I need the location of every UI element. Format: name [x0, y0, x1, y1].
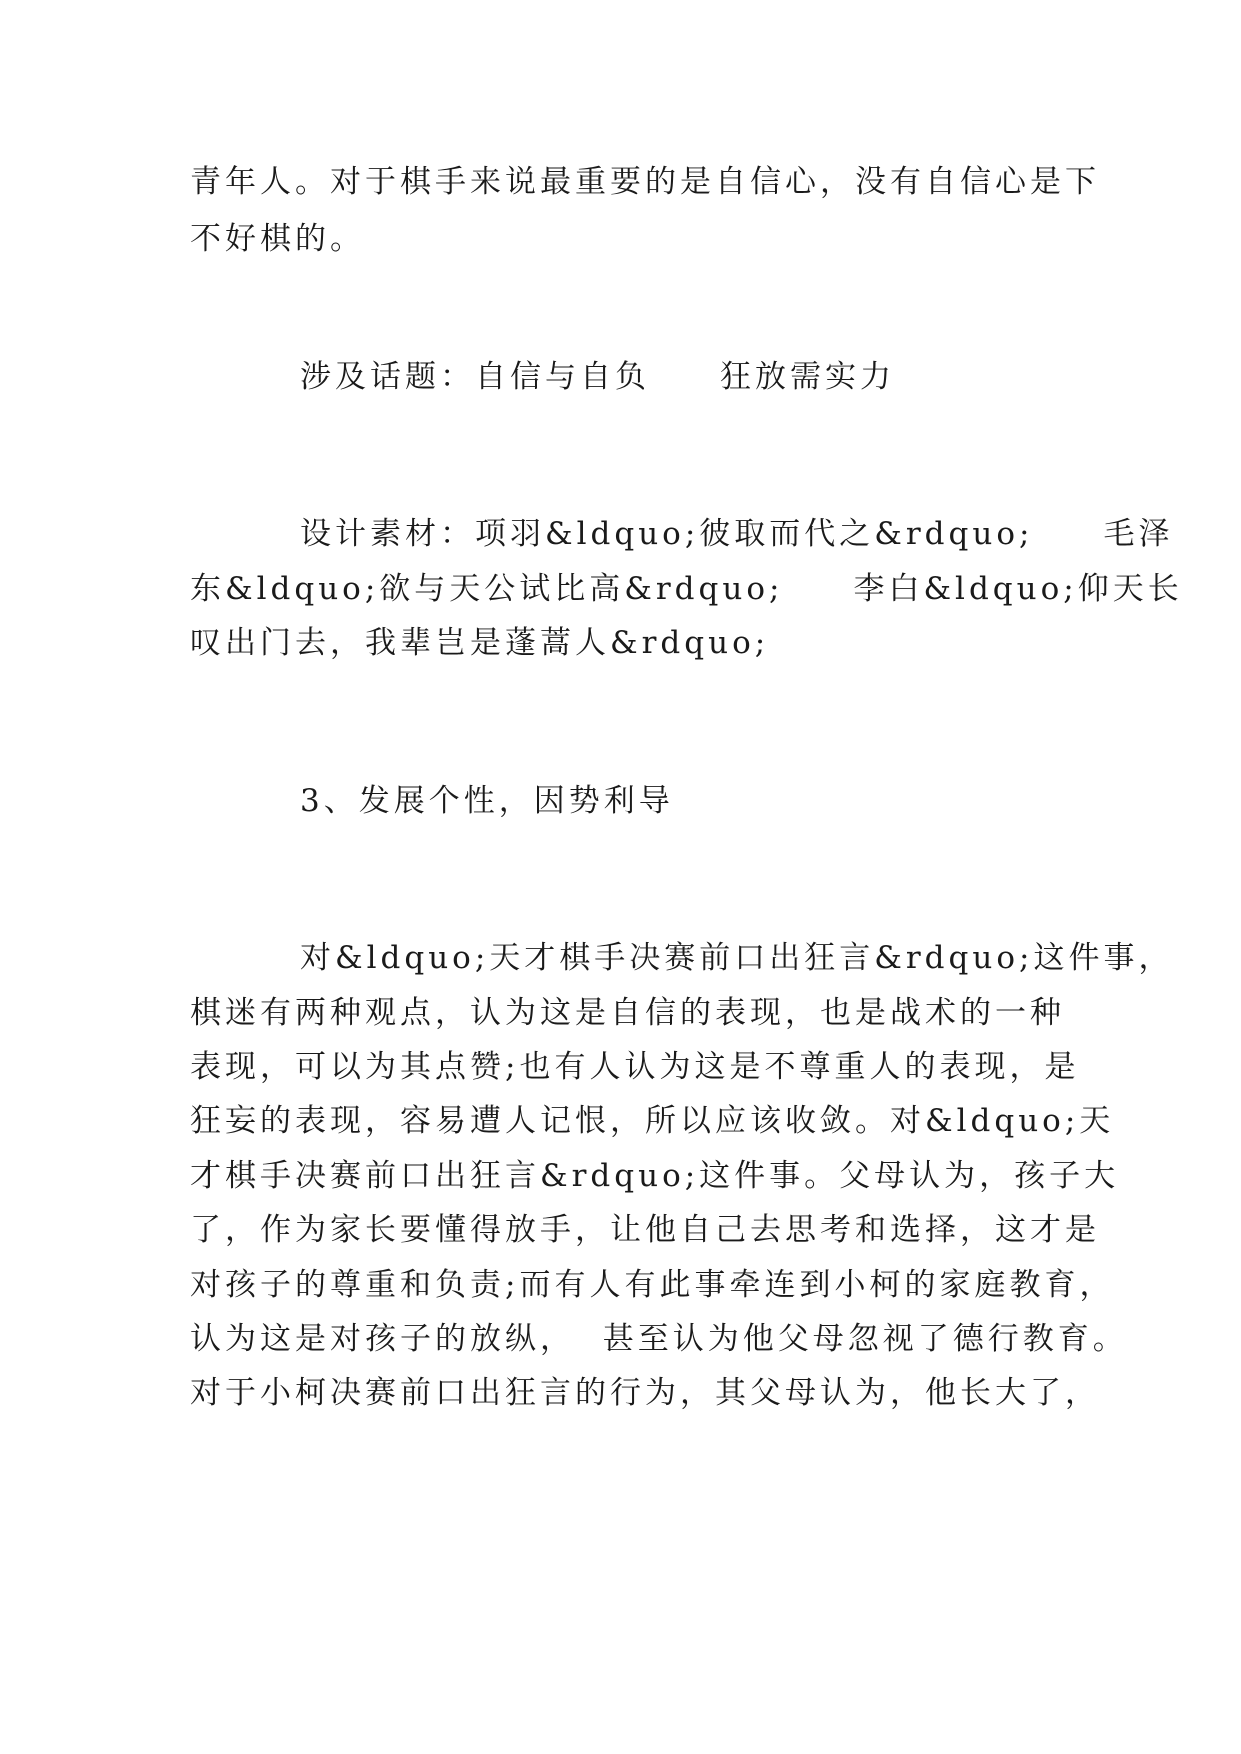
paragraph-2-line-8: 认为这是对孩子的放纵， 甚至认为他父母忽视了德行教育。: [190, 1321, 1128, 1357]
section-heading: 3、发展个性，因势利导: [300, 783, 674, 819]
paragraph-2-line-1: 对&ldquo;天才棋手决赛前口出狂言&rdquo;这件事，: [300, 940, 1174, 976]
paragraph-2-line-4: 狂妄的表现，容易遭人记恨，所以应该收敛。对&ldquo;天: [190, 1103, 1115, 1139]
paragraph-1-line-2: 不好棋的。: [190, 221, 365, 257]
paragraph-2-line-2: 棋迷有两种观点，认为这是自信的表现，也是战术的一种: [190, 995, 1065, 1031]
paragraph-1-line-1: 青年人。对于棋手来说最重要的是自信心，没有自信心是下: [190, 164, 1100, 200]
paragraph-2-line-7: 对孩子的尊重和负责;而有人有此事牵连到小柯的家庭教育，: [190, 1267, 1115, 1303]
material-line-1: 设计素材：项羽&ldquo;彼取而代之&rdquo; 毛泽: [300, 516, 1174, 552]
material-line-3: 叹出门去，我辈岂是蓬蒿人&rdquo;: [190, 625, 770, 661]
paragraph-2-line-6: 了，作为家长要懂得放手，让他自己去思考和选择，这才是: [190, 1212, 1100, 1248]
paragraph-2-line-9: 对于小柯决赛前口出狂言的行为，其父母认为，他长大了，: [190, 1375, 1100, 1411]
paragraph-2-line-3: 表现，可以为其点赞;也有人认为这是不尊重人的表现，是: [190, 1049, 1080, 1085]
material-line-2: 东&ldquo;欲与天公试比高&rdquo; 李白&ldquo;仰天长: [190, 571, 1183, 607]
topic-line: 涉及话题：自信与自负 狂放需实力: [300, 359, 895, 395]
paragraph-2-line-5: 才棋手决赛前口出狂言&rdquo;这件事。父母认为，孩子大: [190, 1158, 1120, 1194]
